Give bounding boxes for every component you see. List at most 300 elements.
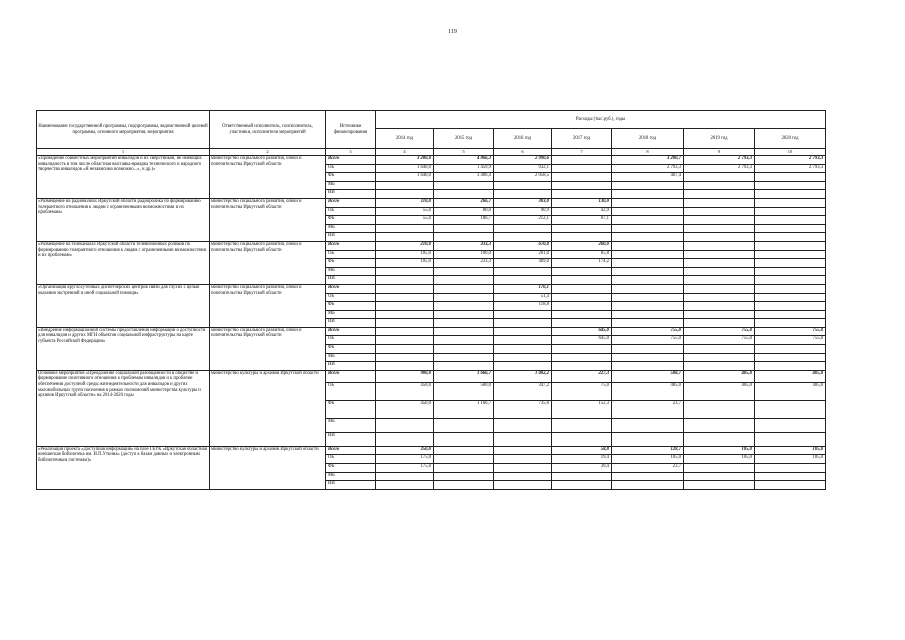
funding-source-cell: ОБ [326,207,376,216]
amount-cell: 105,0 [376,259,434,268]
amount-cell [684,241,755,250]
amount-cell: 128,7 [612,446,684,455]
amount-cell [434,276,494,285]
amount-cell [612,345,684,354]
amount-cell: 186,7 [434,216,494,225]
amount-cell [494,276,552,285]
column-number: 9 [684,149,755,156]
executor-cell: министерство социального развития, опеки и попечительства Иркутской области [210,241,326,284]
table-row [37,446,826,455]
amount-cell [684,310,755,319]
funding-source-cell: ФБ [326,400,376,418]
amount-cell [552,432,612,446]
table-row [37,327,826,336]
amount-cell [755,481,826,490]
amount-cell [552,353,612,362]
amount-cell: 2 058,5 [494,173,552,182]
amount-cell [684,362,755,371]
amount-cell [494,319,552,328]
funding-source-cell: ФБ [326,464,376,473]
amount-cell: 105,0 [612,455,684,464]
amount-cell: 735,0 [494,400,552,418]
amount-cell: 55,0 [376,216,434,225]
amount-cell [552,293,612,302]
amount-cell [612,432,684,446]
amount-cell: 4 866,3 [434,156,494,165]
executor-cell: министерство социального развития, опеки и попечительства Иркутской области [210,156,326,199]
funding-source-cell: ФБ [326,216,376,225]
amount-cell: 500,0 [434,382,494,400]
amount-cell [376,418,434,432]
header-year: 2020 год [755,129,826,149]
amount-cell [434,181,494,190]
amount-cell: 405,0 [684,382,755,400]
amount-cell: 2 793,3 [755,156,826,165]
amount-cell [612,319,684,328]
column-number: 5 [434,149,494,156]
amount-cell [376,284,434,293]
amount-cell [376,353,434,362]
amount-cell [376,481,434,490]
amount-cell [494,464,552,473]
executor-cell: министерство социального развития, опеки и попечительства Иркутской области [210,284,326,327]
amount-cell [434,224,494,233]
amount-cell: 932,1 [494,164,552,173]
column-number: 3 [326,149,376,156]
amount-cell [612,207,684,216]
executor-cell: министерство культуры и архивов Иркутской области [210,446,326,489]
amount-cell [684,224,755,233]
amount-cell [755,190,826,199]
amount-cell [552,233,612,242]
funding-source-cell: Всего [326,156,376,165]
table-row [37,241,826,250]
program-name-cell: «Внедрение информационной системы предоставления информации о доступности для инвалидов и других МГН объектов социальной инфраструктуры на карте субъекта Российской Федерации» [37,327,210,370]
amount-cell [552,164,612,173]
amount-cell [376,302,434,311]
funding-source-cell: Всего [326,198,376,207]
amount-cell: 3 200,7 [612,156,684,165]
amount-cell [434,446,494,455]
amount-cell: 3 280,0 [376,156,434,165]
amount-cell [684,432,755,446]
funding-source-cell: ФБ [326,345,376,354]
amount-cell: 39,4 [552,464,612,473]
amount-cell [494,432,552,446]
amount-cell [552,472,612,481]
funding-source-cell: ИИ [326,362,376,371]
amount-cell [612,353,684,362]
amount-cell [612,472,684,481]
amount-cell: 645,0 [552,327,612,336]
amount-cell [755,207,826,216]
amount-cell [552,362,612,371]
funding-source-cell: ОБ [326,250,376,259]
column-number: 10 [755,149,826,156]
amount-cell [552,310,612,319]
amount-cell [434,336,494,345]
amount-cell: 233,3 [434,259,494,268]
amount-cell [684,353,755,362]
amount-cell: 1 666,7 [434,370,494,382]
header-program-name: Наименование государственной программы, подпрограммы, ведомственной целевой программы, основного мероприятия, мероприятия [37,111,210,149]
amount-cell [494,418,552,432]
header-expenses: Расходы (тыс.руб.), годы [376,111,826,129]
amount-cell: 105,0 [684,446,755,455]
amount-cell [376,327,434,336]
amount-cell: 755,0 [684,327,755,336]
amount-cell: 2 793,3 [684,164,755,173]
amount-cell [376,293,434,302]
amount-cell [494,472,552,481]
funding-source-cell: ИИ [326,233,376,242]
funding-source-cell: ИИ [326,319,376,328]
amount-cell [684,233,755,242]
amount-cell [612,362,684,371]
program-name-cell: «Организация круглосуточных диспетчерских центров связи для глухих с целью оказания экстренной и иной социальной помощи» [37,284,210,327]
amount-cell: 469,0 [494,259,552,268]
funding-source-cell: ИИ [326,432,376,446]
amount-cell [552,345,612,354]
program-name-cell: «Размещение на телеканалах Иркутской области телевизионных роликов по формированию толерантного отношения к людям с ограниченными возможностями и их проблемам» [37,241,210,284]
amount-cell [612,302,684,311]
amount-cell [684,345,755,354]
amount-cell: 2 793,3 [612,164,684,173]
table-body [37,156,826,490]
amount-cell [552,319,612,328]
amount-cell [494,310,552,319]
amount-cell [684,267,755,276]
amount-cell: 3 406,4 [434,173,494,182]
amount-cell [376,181,434,190]
amount-cell [434,190,494,199]
funding-source-cell: МБ [326,224,376,233]
amount-cell: 1 640,0 [376,164,434,173]
amount-cell [684,259,755,268]
page-number: 119 [448,29,457,35]
amount-cell [755,362,826,371]
amount-cell [612,250,684,259]
amount-cell [755,216,826,225]
program-name-cell: «Проведение совместных мероприятий инвалидов и их сверстников, не имеющих инвалидность в том числе областная выставка-ярмарка технического и народного творчества инвалидов «Я независимо возможно...», и др.)» [37,156,210,199]
funding-source-cell: ФБ [326,259,376,268]
amount-cell [684,276,755,285]
budget-table-wrapper [36,110,825,490]
amount-cell: 51,3 [494,293,552,302]
amount-cell [755,400,826,418]
amount-cell [612,259,684,268]
amount-cell [612,276,684,285]
amount-cell [755,319,826,328]
amount-cell: 755,0 [612,336,684,345]
amount-cell [434,455,494,464]
funding-source-cell: ОБ [326,164,376,173]
amount-cell [494,362,552,371]
amount-cell [755,198,826,207]
amount-cell [612,418,684,432]
amount-cell [755,233,826,242]
amount-cell: 347,2 [494,382,552,400]
amount-cell [755,418,826,432]
header-year: 2018 год [612,129,684,149]
amount-cell [612,267,684,276]
header-year: 2014 год [376,129,434,149]
amount-cell: 2 793,3 [684,156,755,165]
amount-cell [376,224,434,233]
amount-cell [612,481,684,490]
amount-cell: 105,0 [376,250,434,259]
amount-cell [612,216,684,225]
amount-cell [755,276,826,285]
funding-source-cell: ОБ [326,293,376,302]
amount-cell [552,181,612,190]
amount-cell [376,267,434,276]
amount-cell: 670,0 [494,241,552,250]
funding-source-cell: МБ [326,472,376,481]
column-number: 4 [376,149,434,156]
amount-cell: 58,8 [552,446,612,455]
amount-cell: 755,0 [612,327,684,336]
amount-cell: 2 793,3 [755,164,826,173]
amount-cell [434,327,494,336]
amount-cell [434,345,494,354]
amount-cell [755,310,826,319]
amount-cell [494,446,552,455]
funding-source-cell: МБ [326,310,376,319]
amount-cell: 105,0 [684,455,755,464]
amount-cell [612,310,684,319]
amount-cell: 105,0 [755,455,826,464]
amount-cell [612,233,684,242]
amount-cell [494,455,552,464]
amount-cell [376,319,434,328]
amount-cell [684,302,755,311]
amount-cell [612,181,684,190]
amount-cell [684,198,755,207]
amount-cell [434,319,494,328]
funding-source-cell: ИИ [326,481,376,490]
funding-source-cell: Всего [326,370,376,382]
amount-cell [684,418,755,432]
amount-cell [684,250,755,259]
amount-cell: 105,0 [755,446,826,455]
header-funding-source: Источники финансирования [326,111,376,149]
amount-cell [684,472,755,481]
amount-cell: 405,0 [684,370,755,382]
amount-cell [755,224,826,233]
amount-cell: 755,0 [755,327,826,336]
amount-cell [434,284,494,293]
amount-cell [552,302,612,311]
amount-cell: 900,0 [376,370,434,382]
amount-cell [434,418,494,432]
amount-cell: 175,0 [376,455,434,464]
amount-cell [755,472,826,481]
amount-cell [552,418,612,432]
amount-cell: 130,0 [552,198,612,207]
amount-cell [494,336,552,345]
amount-cell [755,302,826,311]
amount-cell [376,432,434,446]
amount-cell [494,481,552,490]
amount-cell: 303,0 [494,198,552,207]
amount-cell [552,481,612,490]
amount-cell: 266,7 [434,198,494,207]
amount-cell [494,327,552,336]
amount-cell [434,310,494,319]
amount-cell: 645,0 [552,336,612,345]
funding-source-cell: МБ [326,353,376,362]
amount-cell: 333,3 [434,241,494,250]
budget-table [36,110,826,490]
funding-source-cell: ОБ [326,336,376,345]
funding-source-cell: Всего [326,241,376,250]
amount-cell: 260,0 [552,241,612,250]
amount-cell [552,284,612,293]
column-number: 8 [612,149,684,156]
amount-cell [494,190,552,199]
amount-cell [494,345,552,354]
amount-cell: 80,0 [434,207,494,216]
amount-cell [612,224,684,233]
amount-cell: 42,9 [552,207,612,216]
amount-cell [684,173,755,182]
amount-cell: 175,0 [376,464,434,473]
amount-cell [434,472,494,481]
amount-cell [684,464,755,473]
amount-cell [755,345,826,354]
amount-cell: 508,7 [612,370,684,382]
amount-cell: 485,0 [612,382,684,400]
amount-cell: 85,8 [552,250,612,259]
amount-cell [376,310,434,319]
amount-cell [755,173,826,182]
amount-cell: 227,3 [552,370,612,382]
amount-cell: 1 166,7 [434,400,494,418]
column-number-row [37,149,826,156]
amount-cell [755,259,826,268]
funding-source-cell: МБ [326,267,376,276]
amount-cell [684,216,755,225]
amount-cell: 55,0 [376,207,434,216]
amount-cell: 450,0 [376,400,434,418]
amount-cell [434,464,494,473]
amount-cell [376,472,434,481]
amount-cell: 23,7 [612,464,684,473]
amount-cell [755,432,826,446]
amount-cell [376,190,434,199]
funding-source-cell: ОБ [326,455,376,464]
amount-cell [494,224,552,233]
amount-cell [376,345,434,354]
amount-cell [755,353,826,362]
amount-cell [434,302,494,311]
table-row [37,156,826,165]
amount-cell: 210,0 [376,241,434,250]
amount-cell: 755,0 [684,336,755,345]
amount-cell [494,267,552,276]
amount-cell [612,190,684,199]
table-row [37,284,826,293]
funding-source-cell: МБ [326,418,376,432]
header-year: 2015 год [434,129,494,149]
column-number: 2 [210,149,326,156]
table-row [37,198,826,207]
program-name-cell: «Размещение на радиоволнах Иркутской области радиоролика по формированию толерантного отношения к людям с ограниченными возможностями и их проблемам» [37,198,210,241]
amount-cell [434,481,494,490]
amount-cell [434,362,494,371]
amount-cell [552,156,612,165]
amount-cell [684,400,755,418]
executor-cell: министерство социального развития, опеки и попечительства Иркутской области [210,327,326,370]
column-number: 6 [494,149,552,156]
amount-cell [612,241,684,250]
amount-cell [376,233,434,242]
amount-cell [494,181,552,190]
funding-source-cell: Всего [326,446,376,455]
amount-cell: 212,1 [494,216,552,225]
amount-cell: 1 082,2 [494,370,552,382]
amount-cell [434,233,494,242]
amount-cell [376,276,434,285]
amount-cell [684,190,755,199]
amount-cell [755,464,826,473]
amount-cell: 405,0 [755,370,826,382]
amount-cell: 110,0 [376,198,434,207]
amount-cell: 100,0 [434,250,494,259]
amount-cell [376,336,434,345]
header-year: 2019 год [684,129,755,149]
amount-cell [552,173,612,182]
amount-cell [755,284,826,293]
amount-cell [755,293,826,302]
funding-source-cell: ИИ [326,190,376,199]
amount-cell [755,181,826,190]
table-row [37,370,826,382]
amount-cell [434,432,494,446]
header-year: 2016 год [494,129,552,149]
amount-cell: 152,3 [552,400,612,418]
amount-cell: 19,4 [552,455,612,464]
amount-cell [434,353,494,362]
amount-cell [684,481,755,490]
amount-cell [612,284,684,293]
executor-cell: министерство культуры и архивов Иркутской области [210,370,326,446]
amount-cell [434,293,494,302]
amount-cell [376,362,434,371]
amount-cell: 23,7 [612,400,684,418]
amount-cell: 90,9 [494,207,552,216]
amount-cell: 405,0 [755,382,826,400]
amount-cell: 170,1 [494,284,552,293]
header-year: 2017 год [552,129,612,149]
funding-source-cell: Всего [326,327,376,336]
program-name-cell: «Реализация проекта «Доступная информация» на базе ГБУК «Иркутская областная юношеская библиотека им. И.П.Уткина» (доступ к базам данных и электронным библиотечным системам)» [37,446,210,489]
amount-cell [755,241,826,250]
amount-cell [684,319,755,328]
amount-cell: 1 640,0 [376,173,434,182]
amount-cell [494,233,552,242]
funding-source-cell: ОБ [326,382,376,400]
funding-source-cell: МБ [326,181,376,190]
amount-cell [684,284,755,293]
amount-cell: 755,0 [755,336,826,345]
amount-cell [755,267,826,276]
program-name-cell: Основное мероприятие «Преодоление социальной разобщенности в обществе и формирование позитивного отношения к проблемам инвалидов и к проблеме обеспечения доступной среды жизнедеятельности для инвалидов и других маломобильных групп населения в рамках полномочий министерства культуры и архивов Иркутской области» на 2014-2020 годы [37,370,210,446]
amount-cell [612,198,684,207]
amount-cell: 407,4 [612,173,684,182]
amount-cell: 350,0 [376,446,434,455]
